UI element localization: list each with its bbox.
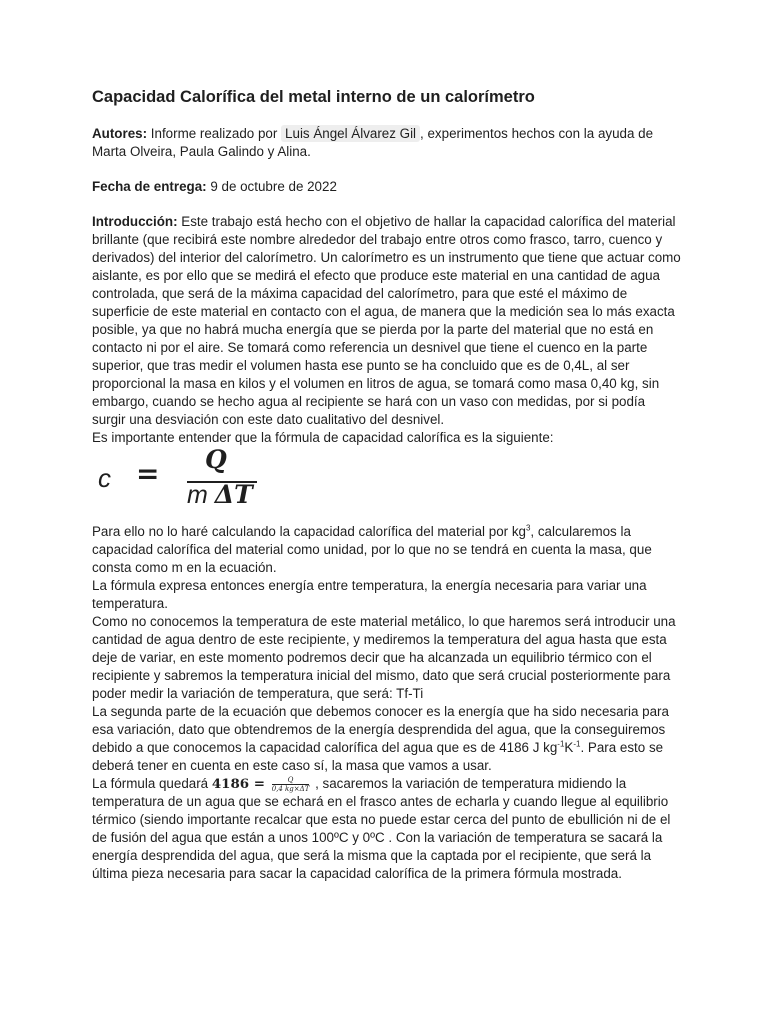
para1-before: Para ello no lo haré calculando la capacidad calorífica del material por kg [92, 524, 526, 539]
para1-sup: 3 [525, 523, 531, 533]
inline-fraction [272, 776, 310, 793]
intro-label: Introducción: [92, 214, 178, 229]
document-body [92, 86, 682, 883]
delivery-paragraph [92, 178, 682, 196]
authors-label: Autores: [92, 126, 148, 141]
para4-sup2: -1 [573, 739, 581, 749]
para-energy-water [92, 703, 682, 775]
formula-denominator-m: m [187, 481, 208, 509]
para4-sup1: -1 [557, 739, 565, 749]
para1-after: , calcularemos la capacidad calorífica del material como unidad, por lo que no se tendrá en cuenta la masa, que consta como m en la ecuación. [92, 524, 652, 575]
intro-paragraph [92, 213, 682, 429]
authors-text-after: , experimentos hechos con la ayuda de Marta Olveira, Paula Galindo y Alina. [92, 126, 654, 159]
formula-denominator [187, 480, 253, 509]
formula-numerator: Q [205, 445, 227, 474]
delivery-date: 9 de octubre de 2022 [206, 179, 337, 194]
inline-formula-equals: = [249, 776, 270, 792]
para4-mid: K [564, 740, 574, 755]
para-energy-temperature: La fórmula expresa entonces energía entre temperatura, la energía necesaria para variar una temperatura. [92, 578, 647, 611]
inline-formula-value: 4186 [211, 776, 250, 792]
inline-fraction-numerator: Q [272, 776, 310, 785]
formula-lhs: c [98, 463, 111, 493]
author-name-chip[interactable]: Luis Ángel Álvarez Gil [281, 125, 420, 142]
para5-after: , sacaremos la variación de temperatura midiendo la temperatura de un agua que se echará en el frasco antes de echarla y cuando llegue al equilibrio térmico (siendo importante recalcar que esta no puede estar cerca del punto de ebullición ni de el de fusión del agua que están a unos 100ºC y 0ºC . Con la variación de temperatura se sacará la energía desprendida del agua, que será la misma que la captada por el recipiente, que será la última pieza necesaria para sacar la capacidad calorífica de la primera fórmula mostrada. [92, 776, 671, 881]
para-per-kg [92, 523, 682, 577]
delivery-label: Fecha de entrega: [92, 179, 207, 194]
para-final-formula [92, 775, 682, 883]
para4-end: . Para esto se deberá tener en cuenta en este caso sí, la masa que vamos a usar. [92, 740, 664, 773]
formula-equals: = [136, 457, 160, 490]
authors-text-before: Informe realizado por [147, 126, 282, 141]
para-unknown-temperature: Como no conocemos la temperatura de este material metálico, lo que haremos será introducir una cantidad de agua dentro de este recipiente, y mediremos la temperatura del agua hasta que esta deje de variar, en este momento podremos decir que ha alcanzada un equilibrio térmico con el recipiente y sabremos la temperatura inicial del mismo, dato que será crucial posteriormente para poder medir la variación de temperatura, que será: Tf-Ti [92, 614, 676, 701]
intro-text: Este trabajo está hecho con el objetivo de hallar la capacidad calorífica del material brillante (que recibirá este nombre alrededor del trabajo entre otros como frasco, tarro, cuenco y derivados) del interior del calorímetro. Un calorímetro es un instrumento que tiene que actuar como aislante, es por ello que se medirá el efecto que produce este material en una cantidad de agua controlada, que será de la máxima capacidad del calorímetro, para que esté el máximo de superficie de este material en contacto con el agua, de manera que la medición sea lo más exacta posible, ya que no habrá mucha energía que se pierda por la parte del material que no está en contacto ni por el aire. Se tomará como referencia un desnivel que tiene el cuenco en la parte superior, que tras medir el volumen hasta ese punto se ha concluido que es de 0,4L, al ser proporcional la masa en kilos y el volumen en litros de agua, se tomará como masa 0,40 kg, sin embargo, cuando se hecho agua al recipiente se hará con un vaso con medidas, por si podía surgir una desviación con este dato cualitativo del desnivel. [92, 214, 681, 427]
authors-paragraph [92, 125, 682, 161]
inline-fraction-denominator: 0,4 kg×ΔT [271, 784, 310, 793]
heat-capacity-formula [92, 445, 682, 521]
para5-before: La fórmula quedará [92, 776, 212, 791]
para4-text: La segunda parte de la ecuación que debemos conocer es la energía que ha sido necesaria para esa variación, dato que obtendremos de la energía desprendida del agua, que la conseguiremos debido a que conocemos la capacidad calorífica del agua que es de 4186 J kg [92, 704, 669, 755]
formula-denominator-dt: ΔT [214, 480, 253, 509]
formula-intro: Es importante entender que la fórmula de capacidad calorífica es la siguiente: [92, 430, 554, 445]
document-title: Capacidad Calorífica del metal interno de un calorímetro [92, 88, 535, 106]
